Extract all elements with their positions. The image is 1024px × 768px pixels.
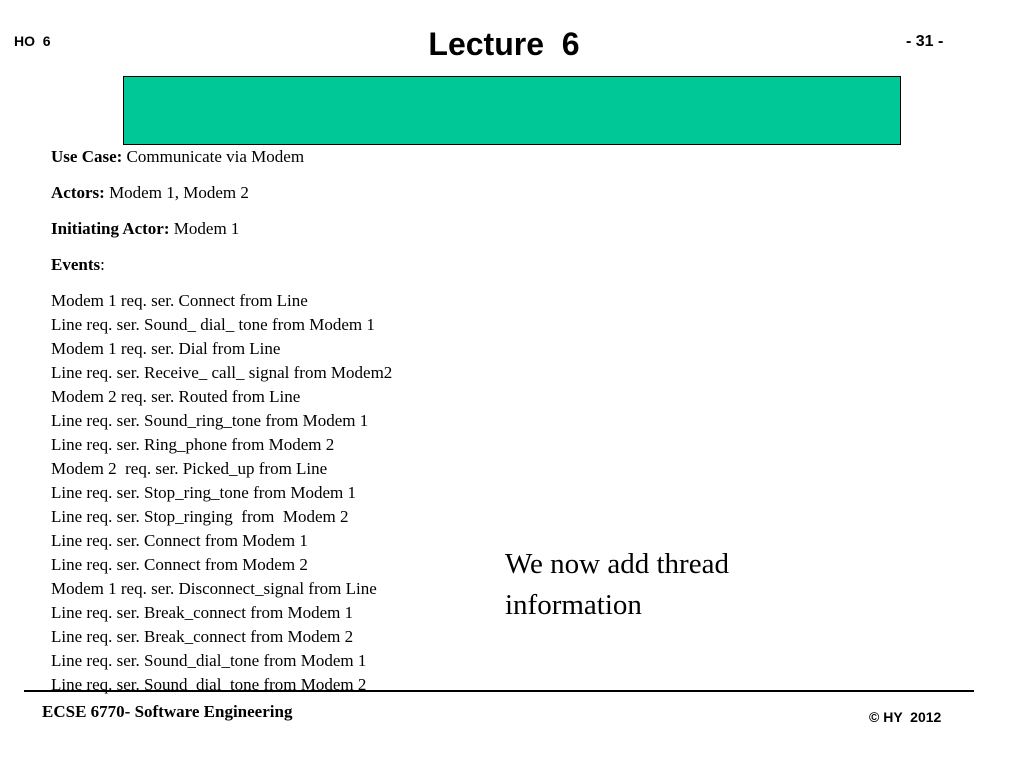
event-item: Line req. ser. Sound_dial_tone from Modem 1	[51, 651, 367, 670]
thread-note: We now add thread information	[505, 548, 729, 621]
events-label: Events	[51, 255, 101, 274]
event-item: Line req. ser. Sound_dial_tone from Modem 2	[51, 675, 367, 694]
event-item: Modem 1 req. ser. Disconnect_signal from Line	[51, 579, 377, 598]
events-heading	[51, 253, 491, 277]
event-item: Modem 1 req. ser. Dial from Line	[51, 339, 281, 358]
initiating-actor-label: Initiating Actor:	[51, 219, 170, 238]
handout-label: HO 6	[14, 33, 51, 49]
actors-line	[51, 181, 491, 205]
page-number: - 31 -	[906, 33, 944, 50]
course-title: ECSE 6770- Software Engineering	[42, 702, 293, 721]
use-case-label: Use Case:	[51, 147, 123, 166]
page-title: Lecture 6	[428, 26, 580, 62]
footer-divider	[24, 690, 974, 692]
actors-value: Modem 1, Modem 2	[104, 183, 249, 202]
event-item: Line req. ser. Sound_ring_tone from Modem 1	[51, 411, 369, 430]
event-item: Line req. ser. Break_connect from Modem 1	[51, 603, 354, 622]
event-item: Line req. ser. Connect from Modem 2	[51, 555, 308, 574]
event-item: Modem 1 req. ser. Connect from Line	[51, 291, 308, 310]
initiating-actor-line	[51, 217, 491, 241]
use-case-line	[51, 145, 491, 169]
event-item: Line req. ser. Stop_ring_tone from Modem 1	[51, 483, 357, 502]
initiating-actor-value: Modem 1	[169, 219, 240, 238]
event-item: Modem 2 req. ser. Picked_up from Line	[51, 459, 328, 478]
event-item: Line req. ser. Sound_ dial_ tone from Modem 1	[51, 315, 375, 334]
copyright: © HY 2012	[869, 709, 942, 725]
event-item: Line req. ser. Connect from Modem 1	[51, 531, 308, 550]
event-item: Line req. ser. Stop_ringing from Modem 2	[51, 507, 349, 526]
title-banner	[123, 76, 901, 145]
use-case-content	[51, 145, 491, 697]
events-suffix: :	[100, 255, 105, 274]
actors-label: Actors:	[51, 183, 105, 202]
event-item: Modem 2 req. ser. Routed from Line	[51, 387, 301, 406]
event-item: Line req. ser. Receive_ call_ signal from Modem2	[51, 363, 393, 382]
use-case-value: Communicate via Modem	[122, 147, 305, 166]
events-list	[51, 289, 491, 697]
event-item: Line req. ser. Break_connect from Modem 2	[51, 627, 354, 646]
event-item: Line req. ser. Ring_phone from Modem 2	[51, 435, 335, 454]
